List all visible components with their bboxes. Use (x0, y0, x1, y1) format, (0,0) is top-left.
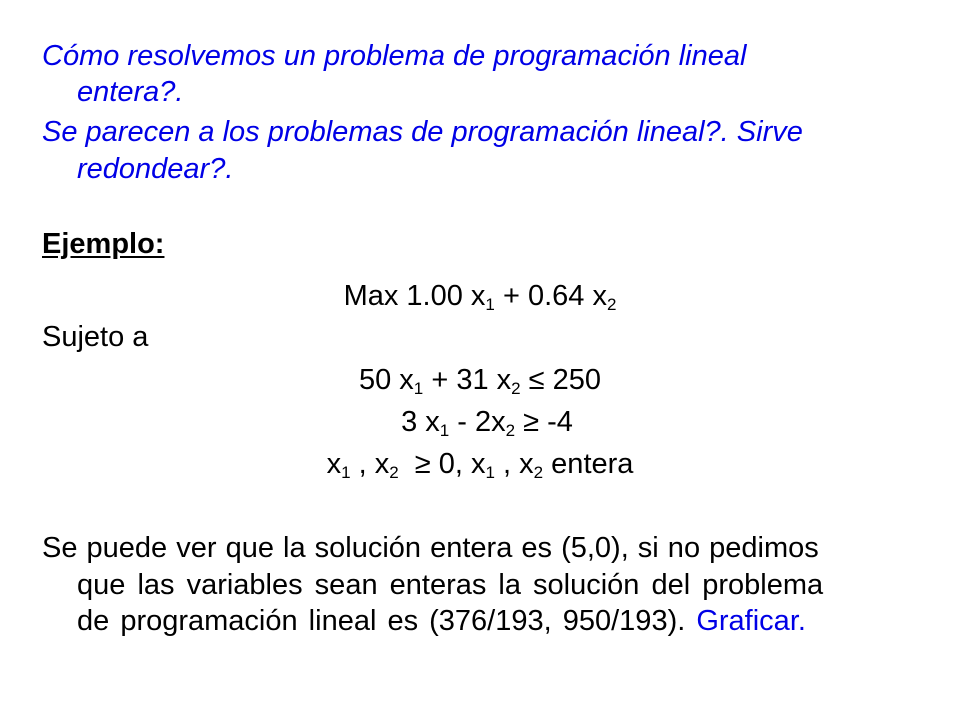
constraint-1 (0, 362, 960, 399)
constraint-2-sub-1: 1 (439, 421, 450, 440)
example-heading: Ejemplo: (42, 228, 165, 260)
conclusion-line-1: Se puede ver que la solución entera es (5,0), si no pedimos (42, 532, 819, 564)
conclusion-line-3 (77, 603, 806, 640)
constraint-2-b: - 2x (449, 406, 506, 438)
question-1-line-1: Cómo resolvemos un problema de programación lineal (42, 40, 747, 72)
objective-sub-2: 2 (606, 295, 617, 314)
conclusion-line-2: que las variables sean enteras la solución del problema (77, 569, 824, 601)
constraint-3-c: ≥ 0, x (398, 448, 486, 480)
constraint-3 (0, 446, 960, 483)
constraint-1-b: + 31 x (423, 364, 512, 396)
constraint-2-c: ≥ -4 (515, 406, 573, 438)
constraint-3-sub-4: 2 (533, 463, 544, 482)
constraint-3-d: , x (494, 448, 534, 480)
constraint-3-b: , x (350, 448, 390, 480)
graficar-link[interactable]: Graficar. (696, 605, 806, 637)
question-2-line-2: redondear?. (77, 153, 234, 185)
question-1-line-2: entera?. (77, 76, 184, 108)
subject-to-label: Sujeto a (42, 321, 149, 353)
constraint-1-sub-1: 1 (413, 379, 424, 398)
constraint-3-sub-2: 2 (389, 463, 399, 482)
objective-function (0, 278, 960, 315)
constraint-2-sub-2: 2 (505, 421, 516, 440)
objective-sub-1: 1 (485, 295, 495, 314)
constraint-1-c: ≤ 250 (520, 364, 602, 396)
conclusion-line-3-text: de programación lineal es (376/193, 950/193). (77, 605, 697, 637)
constraint-3-sub-3: 1 (485, 463, 495, 482)
constraint-3-a: x (326, 448, 342, 480)
constraint-2-a: 3 x (401, 406, 440, 438)
constraint-2 (0, 404, 960, 441)
question-2-line-1: Se parecen a los problemas de programación lineal?. Sirve (42, 116, 803, 148)
constraint-3-e: entera (543, 448, 634, 480)
objective-prefix: Max 1.00 x (343, 280, 486, 312)
constraint-1-sub-2: 2 (511, 379, 521, 398)
constraint-3-sub-1: 1 (341, 463, 351, 482)
constraint-1-a: 50 x (358, 364, 414, 396)
objective-mid: + 0.64 x (494, 280, 607, 312)
